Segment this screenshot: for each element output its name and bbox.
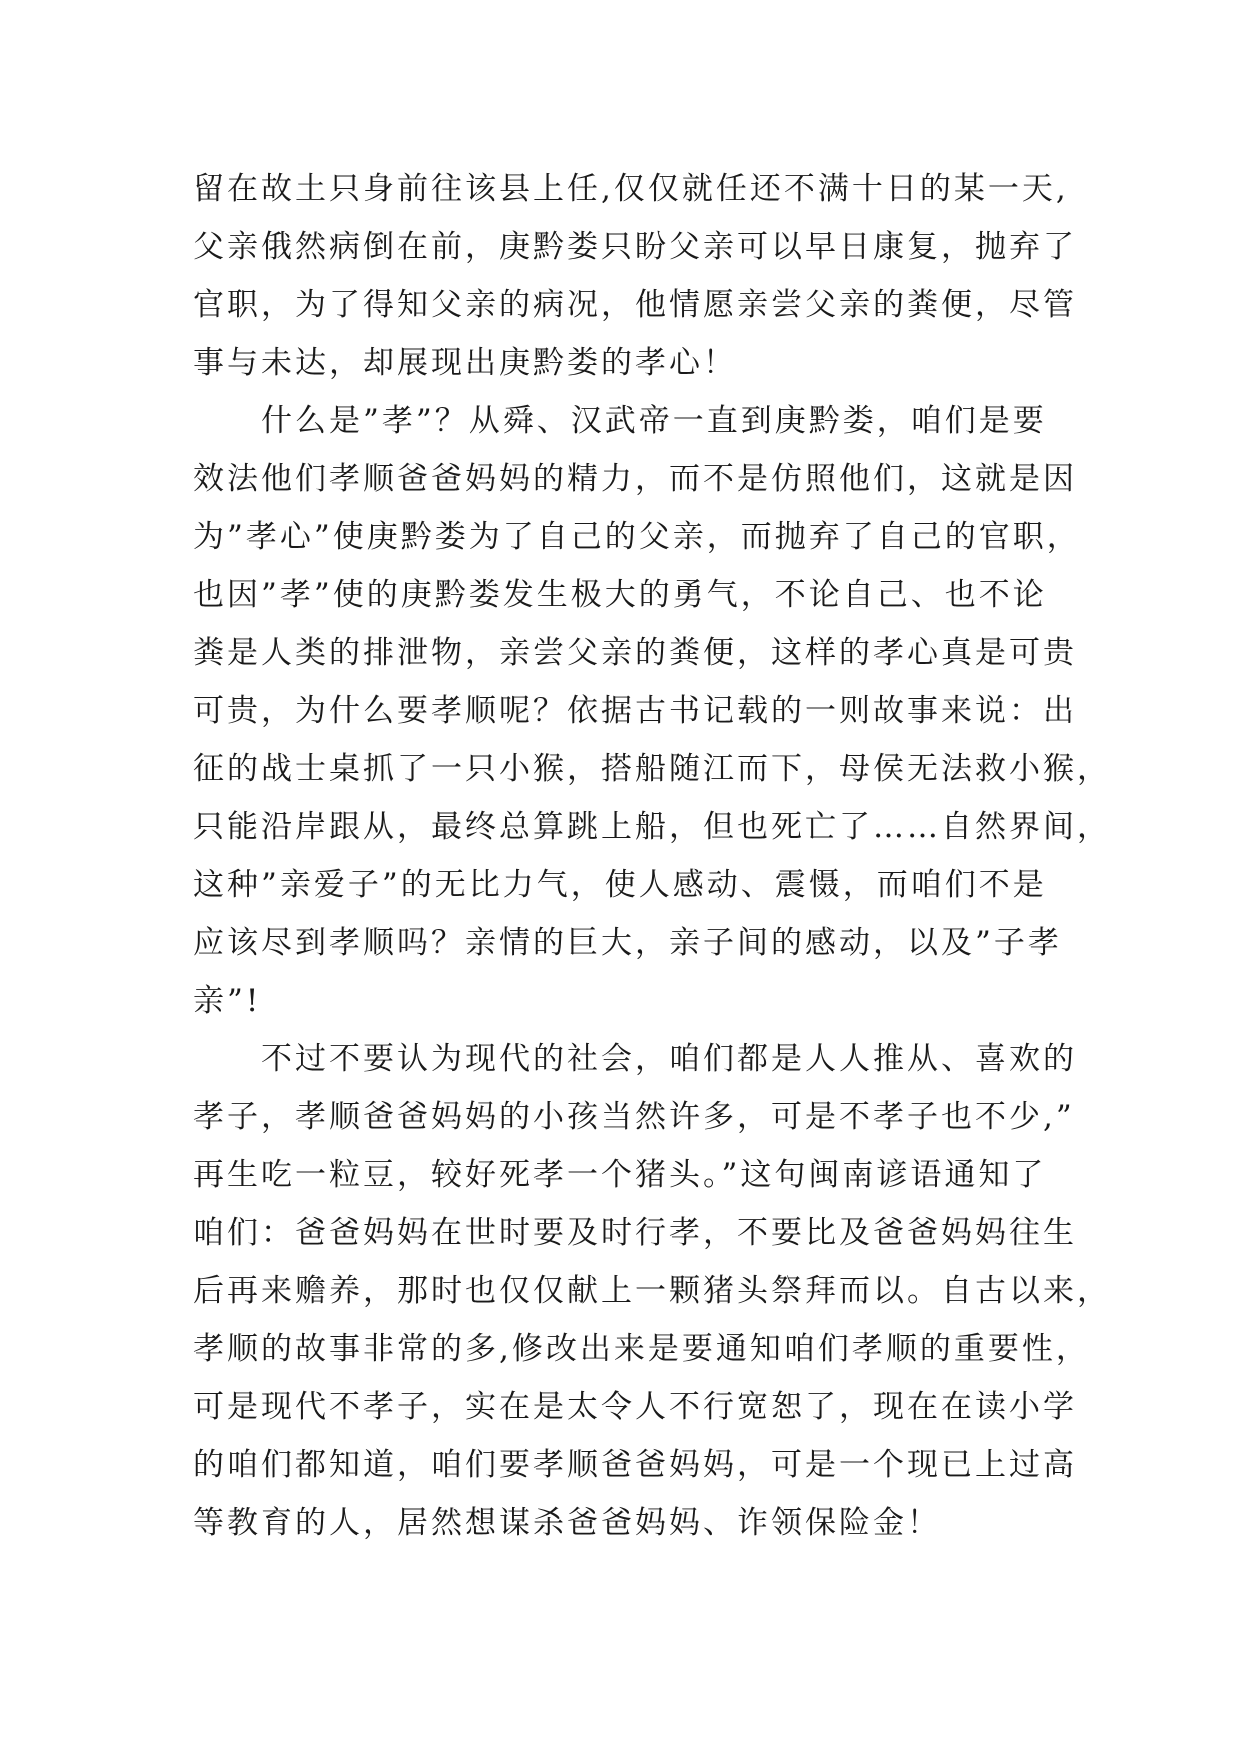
text-line: 只能沿岸跟从，最终总算跳上船，但也死亡了……自然界间， <box>193 809 1111 845</box>
text-line: 等教育的人，居然想谋杀爸爸妈妈、诈领保险金！ <box>193 1505 941 1541</box>
text-line: 孝顺的故事非常的多,修改出来是要通知咱们孝顺的重要性， <box>193 1331 1090 1367</box>
text-line: 咱们：爸爸妈妈在世时要及时行孝，不要比及爸爸妈妈往生 <box>193 1215 1077 1251</box>
text-line: 事与未达，却展现出庚黔娄的孝心！ <box>193 345 737 381</box>
text-line: 不过不要认为现代的社会，咱们都是人人推从、喜欢的 <box>193 1041 1077 1077</box>
text-line: 应该尽到孝顺吗？亲情的巨大，亲子间的感动，以及”子孝 <box>193 925 1062 961</box>
text-line: 父亲俄然病倒在前，庚黔娄只盼父亲可以早日康复，抛弃了 <box>193 229 1077 265</box>
body-text <box>193 160 1111 1552</box>
text-line: 可是现代不孝子，实在是太令人不行宽恕了，现在在读小学 <box>193 1389 1077 1425</box>
text-line: 亲”! <box>193 983 262 1019</box>
text-line: 效法他们孝顺爸爸妈妈的精力，而不是仿照他们，这就是因 <box>193 461 1077 497</box>
text-line: 为”孝心”使庚黔娄为了自己的父亲，而抛弃了自己的官职， <box>193 519 1081 555</box>
text-line: 再生吃一粒豆，较好死孝一个猪头。”这句闽南谚语通知了 <box>193 1157 1047 1193</box>
text-line: 这种”亲爱子”的无比力气，使人感动、震慑，而咱们不是 <box>193 867 1047 903</box>
text-line: 的咱们都知道，咱们要孝顺爸爸妈妈，可是一个现已上过高 <box>193 1447 1077 1483</box>
text-line: 征的战士桌抓了一只小猴，搭船随江而下，母侯无法救小猴， <box>193 751 1111 787</box>
text-line: 粪是人类的排泄物，亲尝父亲的粪便，这样的孝心真是可贵 <box>193 635 1077 671</box>
text-line: 后再来赡养，那时也仅仅献上一颗猪头祭拜而以。自古以来， <box>193 1273 1111 1309</box>
text-line: 孝子，孝顺爸爸妈妈的小孩当然许多，可是不孝子也不少,” <box>193 1099 1075 1135</box>
text-line: 可贵，为什么要孝顺呢？依据古书记载的一则故事来说：出 <box>193 693 1077 729</box>
text-line: 留在故土只身前往该县上任,仅仅就任还不满十日的某一天, <box>193 171 1069 207</box>
text-line: 也因”孝”使的庚黔娄发生极大的勇气，不论自己、也不论 <box>193 577 1047 613</box>
text-line: 什么是”孝”？从舜、汉武帝一直到庚黔娄，咱们是要 <box>193 403 1047 439</box>
text-line: 官职，为了得知父亲的病况，他情愿亲尝父亲的粪便，尽管 <box>193 287 1077 323</box>
